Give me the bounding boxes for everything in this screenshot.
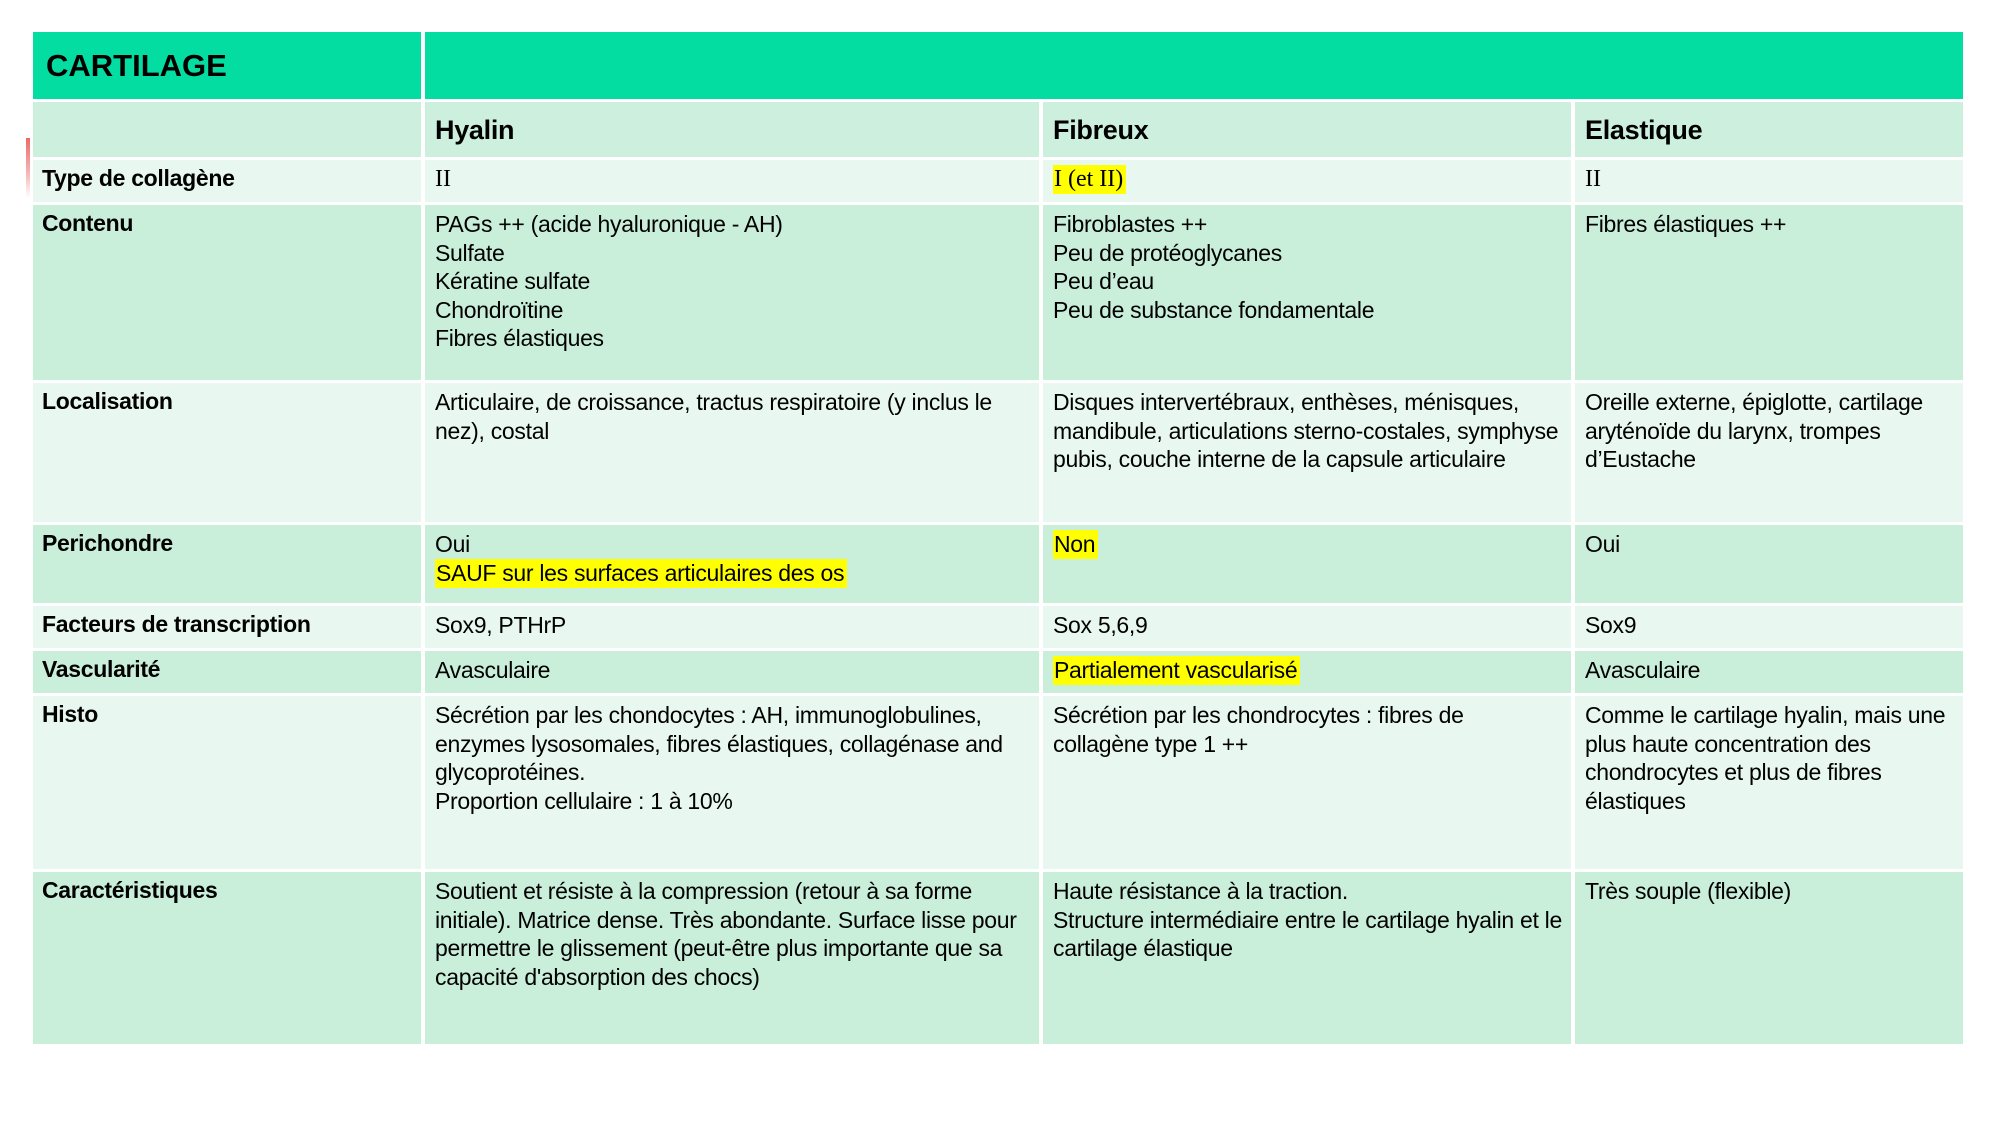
cell-paragraph — [435, 239, 1030, 268]
cell-paragraph — [435, 267, 1030, 296]
table-cell — [1575, 525, 1963, 603]
table-row — [33, 651, 1963, 693]
cell-paragraph — [435, 656, 1030, 685]
cell-text: PAGs ++ (acide hyaluronique - AH) — [435, 211, 783, 237]
cell-paragraph — [1585, 656, 1954, 685]
cell-text: II — [1585, 166, 1601, 192]
table-cell — [425, 696, 1039, 869]
table-cell — [1575, 696, 1963, 869]
cell-paragraph — [435, 210, 1030, 239]
cell-paragraph — [435, 877, 1030, 991]
table-cell — [425, 872, 1039, 1044]
cartilage-table — [29, 29, 1967, 1047]
table-title: CARTILAGE — [33, 32, 421, 99]
cell-paragraph — [1585, 701, 1954, 815]
cell-paragraph — [1053, 701, 1562, 758]
cell-text: Articulaire, de croissance, tractus respiratoire (y inclus le nez), costal — [435, 389, 992, 444]
column-header-row — [33, 102, 1963, 157]
column-header-elastique: Elastique — [1575, 102, 1963, 157]
column-header-fibreux: Fibreux — [1043, 102, 1571, 157]
cell-text: Sulfate — [435, 239, 505, 266]
cell-text: Fibres élastiques — [435, 325, 604, 352]
cell-text: Haute résistance à la traction. — [1053, 878, 1348, 904]
table-cell — [1575, 872, 1963, 1044]
cell-text: Oui — [1585, 531, 1620, 557]
table-row — [33, 525, 1963, 603]
cell-text: Sécrétion par les chondocytes : AH, immunoglobulines, enzymes lysosomales, fibres élastiques, collagénase and glycoprotéines. — [435, 702, 1003, 786]
cell-paragraph — [1053, 239, 1562, 268]
cell-paragraph — [1053, 656, 1562, 685]
cell-text: Avasculaire — [435, 657, 551, 683]
cell-text: Comme le cartilage hyalin, mais une plus haute concentration des chondrocytes et plus de fibres élastiques — [1585, 702, 1946, 814]
cell-paragraph — [1053, 611, 1562, 640]
cell-text: Oui — [435, 531, 470, 557]
row-label: Perichondre — [33, 525, 421, 603]
table-cell — [1043, 383, 1571, 522]
table-cell — [1575, 160, 1963, 202]
highlighted-text: SAUF sur les surfaces articulaires des os — [435, 559, 847, 588]
row-label: Vascularité — [33, 651, 421, 693]
table-cell — [425, 160, 1039, 202]
table-cell — [1575, 651, 1963, 693]
row-label: Histo — [33, 696, 421, 869]
table-cell — [425, 205, 1039, 380]
cell-text: Soutient et résiste à la compression (retour à sa forme initiale). Matrice dense. Très abondante. Surface lisse pour permettre le glissement (peut-être plus importante que sa capacité d'absorption des chocs) — [435, 878, 1017, 990]
cell-text: II — [435, 166, 451, 192]
cell-text: Proportion cellulaire : 1 à 10% — [435, 787, 733, 814]
row-label: Caractéristiques — [33, 872, 421, 1044]
cell-text: Peu d’eau — [1053, 268, 1154, 295]
cell-paragraph — [1585, 877, 1954, 906]
table-cell — [1575, 383, 1963, 522]
title-spacer-cell — [425, 32, 1963, 99]
row-label: Type de collagène — [33, 160, 421, 202]
cell-text: Sox9, PTHrP — [435, 612, 566, 638]
table-cell — [1043, 872, 1571, 1044]
cell-paragraph — [1053, 296, 1562, 325]
cell-text: Très souple (flexible) — [1585, 878, 1792, 904]
cell-text: Fibres élastiques ++ — [1585, 211, 1787, 237]
table-cell — [1043, 160, 1571, 202]
table-cell — [1575, 205, 1963, 380]
highlighted-text: Partialement vascularisé — [1053, 656, 1300, 685]
cell-text: Chondroïtine — [435, 296, 564, 323]
table-row — [33, 606, 1963, 648]
cell-paragraph — [1585, 530, 1954, 559]
cell-paragraph — [435, 530, 1030, 559]
cell-paragraph — [435, 165, 1030, 195]
row-label: Contenu — [33, 205, 421, 380]
table-row — [33, 383, 1963, 522]
cell-text: Disques intervertébraux, enthèses, ménisques, mandibule, articulations sterno-costales, symphyse pubis, couche interne de la capsule articulaire — [1053, 389, 1559, 473]
cell-text: Oreille externe, épiglotte, cartilage aryténoïde du larynx, trompes d’Eustache — [1585, 389, 1923, 473]
cell-paragraph — [1585, 165, 1954, 195]
row-label: Localisation — [33, 383, 421, 522]
cell-text: Avasculaire — [1585, 657, 1701, 683]
table-row — [33, 205, 1963, 380]
cell-paragraph — [435, 296, 1030, 325]
cell-paragraph — [1585, 611, 1954, 640]
table-cell — [1043, 696, 1571, 869]
cell-paragraph — [435, 324, 1030, 353]
cell-text: Sécrétion par les chondrocytes : fibres de collagène type 1 ++ — [1053, 702, 1464, 757]
table-cell — [1043, 606, 1571, 648]
table-cell — [1043, 525, 1571, 603]
column-header-hyalin: Hyalin — [425, 102, 1039, 157]
cell-paragraph — [435, 559, 1030, 588]
table-title-row — [33, 32, 1963, 99]
cell-paragraph — [1053, 388, 1562, 474]
cell-paragraph — [1053, 530, 1562, 559]
cell-text: Sox 5,6,9 — [1053, 612, 1148, 638]
table-row — [33, 160, 1963, 202]
cell-paragraph — [1053, 906, 1562, 963]
cell-paragraph — [435, 701, 1030, 787]
cell-paragraph — [435, 611, 1030, 640]
cell-paragraph — [435, 787, 1030, 816]
table-cell — [425, 651, 1039, 693]
cell-paragraph — [1585, 388, 1954, 474]
cell-paragraph — [1053, 210, 1562, 239]
cell-paragraph — [1053, 877, 1562, 906]
table-cell — [1043, 651, 1571, 693]
cell-paragraph — [1053, 267, 1562, 296]
cell-text: Kératine sulfate — [435, 268, 591, 295]
row-label: Facteurs de transcription — [33, 606, 421, 648]
cell-paragraph — [1053, 165, 1562, 195]
table-row — [33, 696, 1963, 869]
cell-text: Sox9 — [1585, 612, 1637, 638]
table-cell — [425, 606, 1039, 648]
cell-text: Peu de protéoglycanes — [1053, 239, 1282, 266]
cell-paragraph — [435, 388, 1030, 445]
corner-cell — [33, 102, 421, 157]
highlighted-text: Non — [1053, 530, 1098, 559]
table-cell — [425, 525, 1039, 603]
highlighted-text: I (et II) — [1053, 165, 1126, 194]
table-cell — [425, 383, 1039, 522]
cell-paragraph — [1585, 210, 1954, 239]
cell-text: Structure intermédiaire entre le cartilage hyalin et le cartilage élastique — [1053, 906, 1562, 962]
table-cell — [1575, 606, 1963, 648]
table-cell — [1043, 205, 1571, 380]
cell-text: Fibroblastes ++ — [1053, 211, 1208, 237]
table-row — [33, 872, 1963, 1044]
cell-text: Peu de substance fondamentale — [1053, 296, 1375, 323]
